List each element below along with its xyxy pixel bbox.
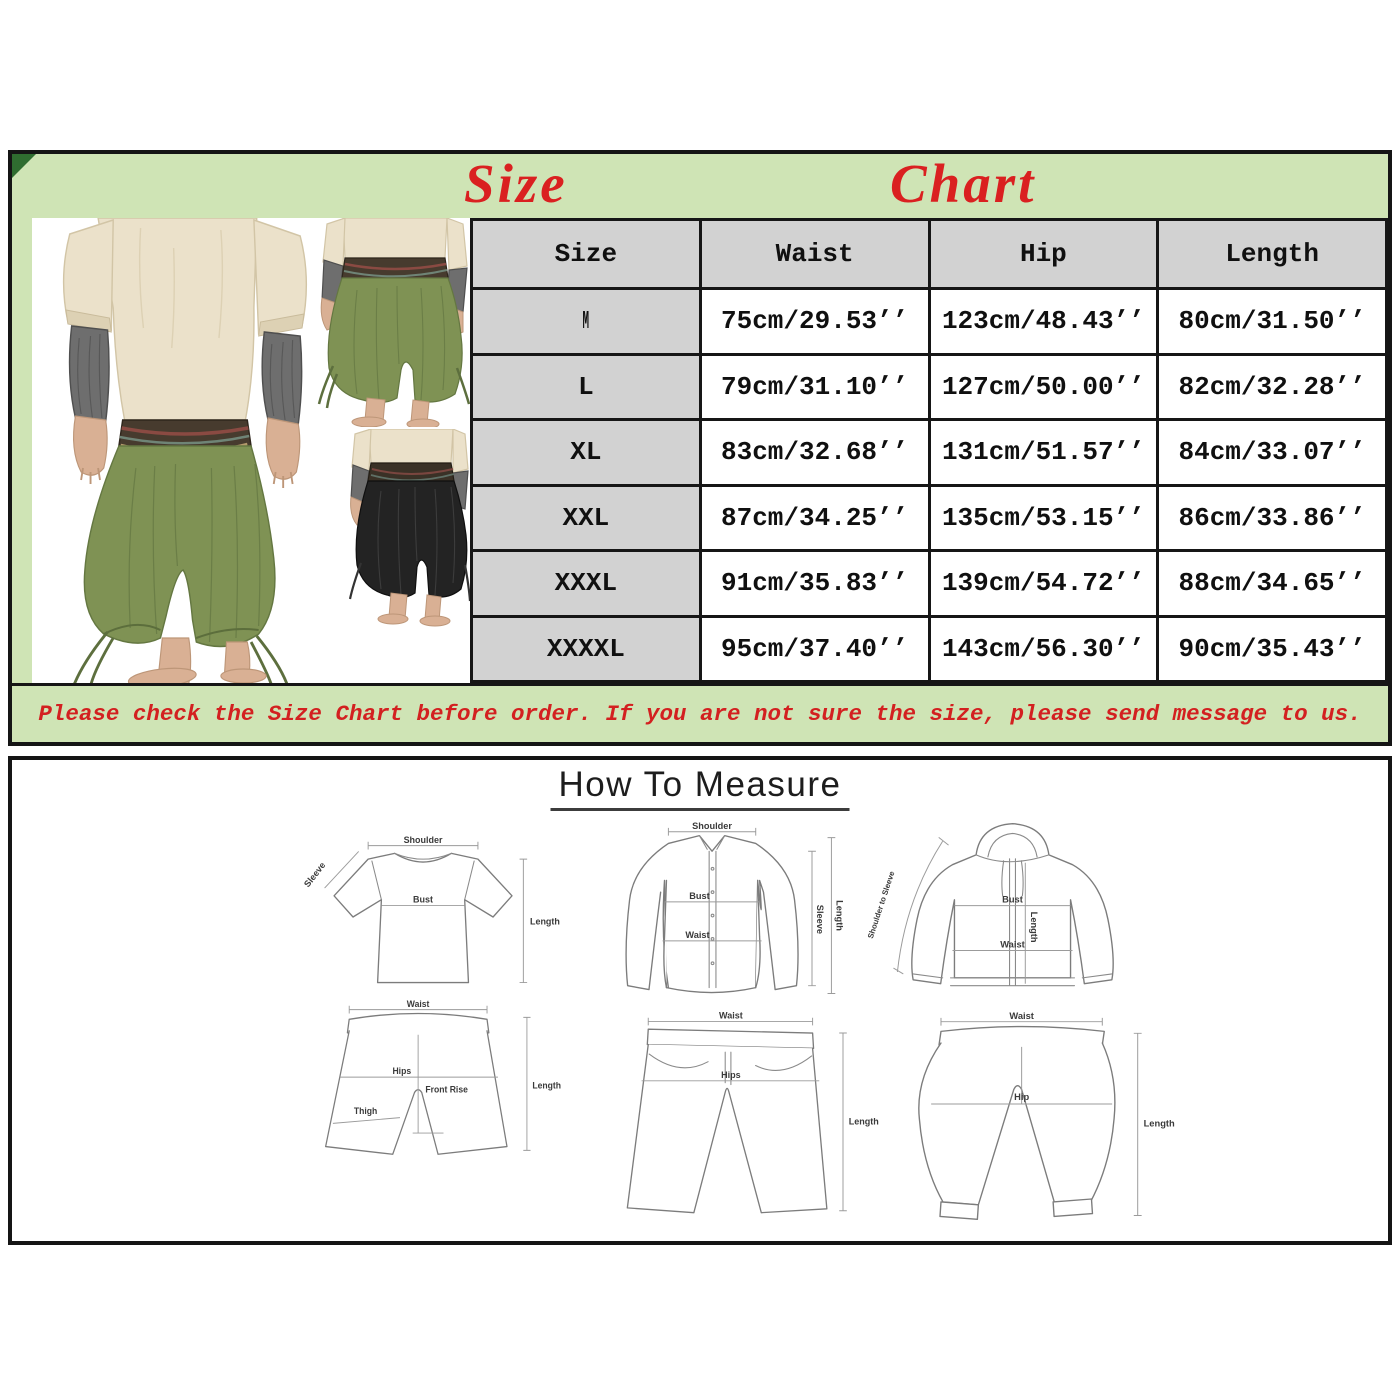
length-cell: 80cm/31.50’’ <box>1158 289 1387 355</box>
waist-cell: 79cm/31.10’’ <box>700 354 929 420</box>
shorts-diagram <box>293 1000 565 1188</box>
shirt-waist-label: Waist <box>685 929 710 940</box>
title-word-chart: Chart <box>890 153 1037 214</box>
tshirt-shoulder-label: Shoulder <box>403 836 443 845</box>
joggers-length-label: Length <box>1143 1118 1175 1129</box>
hoodie-bust-label: Bust <box>1002 894 1023 905</box>
length-cell: 82cm/32.28’’ <box>1158 354 1387 420</box>
hoodie-shoulder-to-sleeve-label: Shoulder to Sleeve <box>865 870 897 940</box>
hoodie-waist-label: Waist <box>1000 939 1025 950</box>
joggers-waist-label: Waist <box>1009 1012 1034 1021</box>
hip-cell: 131cm/51.57’’ <box>929 420 1158 486</box>
notice-banner <box>12 683 1388 742</box>
jeans-length-label: Length <box>848 1116 879 1127</box>
table-row <box>472 354 1387 420</box>
size-chart-content <box>12 218 1388 683</box>
hip-cell: 127cm/50.00’’ <box>929 354 1158 420</box>
size-cell: XXXXL <box>472 616 701 682</box>
size-cell: XXL <box>472 485 701 551</box>
table-row <box>472 420 1387 486</box>
corner-artifact <box>12 154 36 178</box>
tshirt-bust-label: Bust <box>413 894 434 905</box>
tshirt-diagram <box>300 836 565 998</box>
hip-cell: 143cm/56.30’’ <box>929 616 1158 682</box>
table-header-row <box>472 220 1387 289</box>
hoodie-diagram <box>860 812 1165 1012</box>
tshirt-length-label: Length <box>529 916 560 927</box>
table-row <box>472 289 1387 355</box>
shirt-diagram <box>583 822 845 1012</box>
shirt-length-label: Length <box>834 900 845 931</box>
model-figure <box>64 218 307 683</box>
waist-cell: 95cm/37.40’’ <box>700 616 929 682</box>
title-word-size: Size <box>464 153 568 214</box>
hip-cell: 135cm/53.15’’ <box>929 485 1158 551</box>
main-product-photo <box>32 218 320 683</box>
table-row <box>472 485 1387 551</box>
length-cell: 84cm/33.07’’ <box>1158 420 1387 486</box>
size-cell <box>472 289 701 355</box>
shorts-thigh-label: Thigh <box>353 1105 378 1116</box>
size-cell: XXXL <box>472 551 701 617</box>
length-cell: 86cm/33.86’’ <box>1158 485 1387 551</box>
product-photos <box>32 218 470 683</box>
waist-cell: 91cm/35.83’’ <box>700 551 929 617</box>
col-header-hip: Hip <box>929 220 1158 289</box>
inset-photo-black-pants <box>349 429 470 659</box>
tshirt-sleeve-label: Sleeve <box>302 860 328 890</box>
size-table <box>470 218 1388 683</box>
jeans-hips-label: Hips <box>721 1069 741 1080</box>
notice-text: Please check the Size Chart before order. If you are not sure the size, please send message to us. <box>38 701 1362 727</box>
joggers-diagram <box>880 1012 1180 1230</box>
size-cell: L <box>472 354 701 420</box>
size-cell: XL <box>472 420 701 486</box>
col-header-waist: Waist <box>700 220 929 289</box>
jeans-waist-label: Waist <box>719 1012 743 1021</box>
waist-cell: 75cm/29.53’’ <box>700 289 929 355</box>
jeans-diagram <box>596 1012 881 1227</box>
waist-cell: 83cm/32.68’’ <box>700 420 929 486</box>
length-cell: 88cm/34.65’’ <box>1158 551 1387 617</box>
size-chart-title-band <box>12 154 1388 218</box>
col-header-size: Size <box>472 220 701 289</box>
hip-cell: 123cm/48.43’’ <box>929 289 1158 355</box>
shirt-sleeve-label: Sleeve <box>814 904 825 935</box>
shirt-shoulder-label: Shoulder <box>692 822 732 831</box>
size-chart-panel <box>8 150 1392 746</box>
shorts-hips-label: Hips <box>392 1065 412 1077</box>
shorts-waist-label: Waist <box>406 1000 430 1009</box>
green-side-strip <box>12 218 32 683</box>
hip-cell: 139cm/54.72’’ <box>929 551 1158 617</box>
size-label: M <box>582 306 590 337</box>
waist-cell: 87cm/34.25’’ <box>700 485 929 551</box>
joggers-hip-label: Hip <box>1014 1092 1030 1103</box>
how-to-measure-heading: How To Measure <box>551 765 850 811</box>
shorts-length-label: Length <box>532 1080 562 1091</box>
length-cell: 90cm/35.43’’ <box>1158 616 1387 682</box>
shorts-front-rise-label: Front Rise <box>425 1084 468 1095</box>
green-pants-variant <box>319 218 469 427</box>
hoodie-length-label: Length <box>1029 911 1040 943</box>
col-header-length: Length <box>1158 220 1387 289</box>
how-to-measure-panel <box>8 756 1392 1245</box>
inset-photo-green-pants <box>317 218 470 427</box>
black-pants-variant <box>350 429 470 626</box>
table-row <box>472 616 1387 682</box>
shirt-bust-label: Bust <box>689 890 710 901</box>
table-row <box>472 551 1387 617</box>
